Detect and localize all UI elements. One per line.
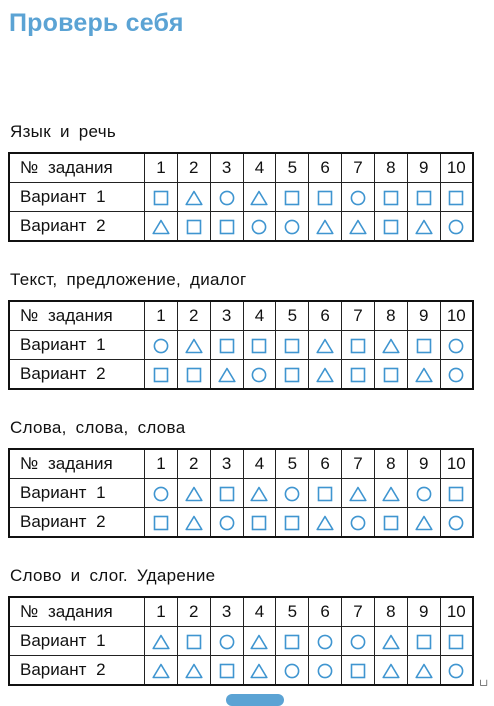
answer-cell (342, 331, 375, 360)
header-label: № задания (9, 301, 145, 331)
triangle-icon (250, 634, 268, 650)
table-header-row (9, 153, 473, 183)
answer-cell (177, 331, 210, 360)
task-number: 8 (374, 597, 407, 627)
answer-cell (309, 656, 342, 686)
answer-cell (374, 212, 407, 242)
answer-cell (243, 183, 276, 212)
section-heading: Слова, слова, слова (10, 418, 186, 437)
triangle-icon (250, 486, 268, 502)
task-number: 3 (210, 153, 243, 183)
square-icon (219, 663, 235, 679)
answer-cell (407, 212, 440, 242)
answer-cell (440, 183, 473, 212)
triangle-icon (415, 219, 433, 235)
header-label: № задания (9, 449, 145, 479)
circle-icon (251, 219, 267, 235)
answer-cell (407, 183, 440, 212)
circle-icon (416, 486, 432, 502)
triangle-icon (185, 190, 203, 206)
answer-cell (145, 212, 178, 242)
circle-icon (350, 515, 366, 531)
answer-cell (342, 508, 375, 538)
task-number: 1 (145, 597, 178, 627)
answer-cell (145, 360, 178, 390)
answer-cell (177, 183, 210, 212)
answer-cell (342, 656, 375, 686)
square-icon (153, 190, 169, 206)
answer-cell (210, 627, 243, 656)
answer-cell (243, 627, 276, 656)
variant-label: Вариант 1 (9, 331, 145, 360)
task-number: 2 (177, 449, 210, 479)
page-corner-mark: └┘ (477, 680, 490, 690)
square-icon (186, 634, 202, 650)
answer-cell (276, 508, 309, 538)
circle-icon (284, 219, 300, 235)
answer-cell (407, 656, 440, 686)
circle-icon (219, 634, 235, 650)
triangle-icon (316, 515, 334, 531)
square-icon (284, 190, 300, 206)
task-number: 5 (276, 153, 309, 183)
square-icon (448, 486, 464, 502)
variant-label: Вариант 1 (9, 479, 145, 508)
triangle-icon (349, 486, 367, 502)
square-icon (383, 367, 399, 383)
answer-cell (342, 479, 375, 508)
task-number: 6 (309, 597, 342, 627)
circle-icon (448, 367, 464, 383)
answers-table (8, 596, 474, 686)
task-number: 3 (210, 301, 243, 331)
answer-cell (177, 508, 210, 538)
section-heading: Текст, предложение, диалог (10, 270, 247, 289)
square-icon (284, 515, 300, 531)
task-number: 7 (342, 301, 375, 331)
answer-cell (309, 627, 342, 656)
answer-cell (276, 656, 309, 686)
page-number-tab (226, 694, 284, 706)
square-icon (251, 515, 267, 531)
triangle-icon (218, 367, 236, 383)
triangle-icon (152, 663, 170, 679)
square-icon (448, 190, 464, 206)
table-row (9, 627, 473, 656)
answer-cell (177, 479, 210, 508)
section-yazyk-i-rech (8, 122, 474, 242)
answer-cell (374, 183, 407, 212)
answer-cell (342, 212, 375, 242)
answer-cell (243, 212, 276, 242)
square-icon (416, 190, 432, 206)
square-icon (448, 634, 464, 650)
triangle-icon (250, 190, 268, 206)
answer-cell (276, 183, 309, 212)
answer-cell (243, 479, 276, 508)
answer-cell (342, 627, 375, 656)
square-icon (416, 634, 432, 650)
circle-icon (317, 634, 333, 650)
circle-icon (219, 190, 235, 206)
variant-label: Вариант 2 (9, 360, 145, 390)
answer-cell (145, 508, 178, 538)
circle-icon (153, 338, 169, 354)
answer-cell (440, 508, 473, 538)
header-label: № задания (9, 597, 145, 627)
circle-icon (448, 663, 464, 679)
answer-cell (309, 183, 342, 212)
section-slova-slova-slova (8, 418, 474, 538)
answer-cell (145, 656, 178, 686)
answer-cell (374, 627, 407, 656)
answer-cell (407, 479, 440, 508)
answer-cell (276, 331, 309, 360)
circle-icon (153, 486, 169, 502)
table-row (9, 331, 473, 360)
triangle-icon (349, 219, 367, 235)
task-number: 8 (374, 153, 407, 183)
square-icon (284, 367, 300, 383)
answer-cell (309, 212, 342, 242)
task-number: 5 (276, 597, 309, 627)
triangle-icon (415, 367, 433, 383)
task-number: 6 (309, 449, 342, 479)
triangle-icon (152, 634, 170, 650)
answer-cell (276, 360, 309, 390)
task-number: 4 (243, 301, 276, 331)
task-number: 2 (177, 153, 210, 183)
task-number: 8 (374, 449, 407, 479)
answer-cell (407, 360, 440, 390)
table-row (9, 360, 473, 390)
table-row (9, 479, 473, 508)
triangle-icon (316, 338, 334, 354)
answer-cell (374, 360, 407, 390)
triangle-icon (185, 515, 203, 531)
answer-cell (243, 331, 276, 360)
task-number: 8 (374, 301, 407, 331)
square-icon (383, 190, 399, 206)
square-icon (153, 515, 169, 531)
variant-label: Вариант 2 (9, 656, 145, 686)
answer-cell (243, 360, 276, 390)
answer-cell (440, 627, 473, 656)
task-number: 4 (243, 449, 276, 479)
task-number: 5 (276, 301, 309, 331)
triangle-icon (382, 486, 400, 502)
answer-cell (210, 508, 243, 538)
square-icon (219, 219, 235, 235)
answer-cell (309, 508, 342, 538)
task-number: 9 (407, 153, 440, 183)
answer-cell (177, 360, 210, 390)
square-icon (284, 634, 300, 650)
circle-icon (448, 338, 464, 354)
task-number: 10 (440, 301, 473, 331)
table-row (9, 212, 473, 242)
task-number: 4 (243, 153, 276, 183)
task-number: 9 (407, 449, 440, 479)
answer-cell (210, 183, 243, 212)
square-icon (350, 663, 366, 679)
triangle-icon (382, 634, 400, 650)
answer-cell (210, 212, 243, 242)
variant-label: Вариант 1 (9, 183, 145, 212)
task-number: 10 (440, 153, 473, 183)
triangle-icon (185, 338, 203, 354)
task-number: 2 (177, 301, 210, 331)
answer-cell (407, 331, 440, 360)
table-row (9, 508, 473, 538)
task-number: 3 (210, 449, 243, 479)
variant-label: Вариант 2 (9, 212, 145, 242)
square-icon (153, 367, 169, 383)
answer-cell (276, 479, 309, 508)
answer-cell (276, 627, 309, 656)
triangle-icon (250, 663, 268, 679)
answers-table (8, 300, 474, 390)
header-label: № задания (9, 153, 145, 183)
answer-cell (374, 479, 407, 508)
task-number: 7 (342, 153, 375, 183)
answer-cell (342, 360, 375, 390)
square-icon (383, 515, 399, 531)
circle-icon (284, 486, 300, 502)
task-number: 7 (342, 597, 375, 627)
answers-table (8, 152, 474, 242)
triangle-icon (185, 663, 203, 679)
task-number: 1 (145, 153, 178, 183)
triangle-icon (415, 663, 433, 679)
table-header-row (9, 449, 473, 479)
circle-icon (350, 190, 366, 206)
variant-label: Вариант 2 (9, 508, 145, 538)
answer-cell (243, 508, 276, 538)
answer-cell (440, 360, 473, 390)
answer-cell (374, 656, 407, 686)
triangle-icon (316, 219, 334, 235)
triangle-icon (152, 219, 170, 235)
task-number: 10 (440, 449, 473, 479)
answer-cell (440, 331, 473, 360)
answer-cell (177, 212, 210, 242)
answer-cell (210, 360, 243, 390)
square-icon (317, 486, 333, 502)
square-icon (350, 367, 366, 383)
square-icon (219, 486, 235, 502)
square-icon (251, 338, 267, 354)
answer-cell (309, 360, 342, 390)
answer-cell (145, 331, 178, 360)
square-icon (186, 219, 202, 235)
square-icon (186, 367, 202, 383)
task-number: 9 (407, 597, 440, 627)
section-tekst-predlozhenie-dialog (8, 270, 474, 390)
square-icon (317, 190, 333, 206)
triangle-icon (316, 367, 334, 383)
task-number: 9 (407, 301, 440, 331)
answer-cell (374, 331, 407, 360)
answer-cell (440, 479, 473, 508)
answer-cell (243, 656, 276, 686)
task-number: 5 (276, 449, 309, 479)
answer-cell (407, 627, 440, 656)
square-icon (284, 338, 300, 354)
square-icon (383, 219, 399, 235)
answer-cell (440, 212, 473, 242)
answer-cell (210, 656, 243, 686)
answer-cell (309, 331, 342, 360)
task-number: 7 (342, 449, 375, 479)
answer-cell (210, 331, 243, 360)
table-header-row (9, 597, 473, 627)
task-number: 2 (177, 597, 210, 627)
circle-icon (317, 663, 333, 679)
answer-cell (407, 508, 440, 538)
section-heading: Слово и слог. Ударение (10, 566, 216, 585)
answer-cell (210, 479, 243, 508)
task-number: 1 (145, 301, 178, 331)
answer-cell (177, 627, 210, 656)
answers-table (8, 448, 474, 538)
square-icon (219, 338, 235, 354)
answer-cell (145, 183, 178, 212)
task-number: 6 (309, 153, 342, 183)
answer-cell (342, 183, 375, 212)
answer-cell (440, 656, 473, 686)
circle-icon (284, 663, 300, 679)
table-row (9, 183, 473, 212)
task-number: 10 (440, 597, 473, 627)
answer-cell (145, 627, 178, 656)
table-row (9, 656, 473, 686)
circle-icon (448, 219, 464, 235)
table-header-row (9, 301, 473, 331)
section-slovo-i-slog-udarenie (8, 566, 474, 686)
variant-label: Вариант 1 (9, 627, 145, 656)
square-icon (350, 338, 366, 354)
page-title: Проверь себя (9, 9, 184, 37)
answer-cell (145, 479, 178, 508)
answer-cell (177, 656, 210, 686)
section-heading: Язык и речь (10, 122, 117, 141)
triangle-icon (382, 663, 400, 679)
task-number: 3 (210, 597, 243, 627)
circle-icon (251, 367, 267, 383)
triangle-icon (415, 515, 433, 531)
answer-cell (276, 212, 309, 242)
task-number: 1 (145, 449, 178, 479)
triangle-icon (382, 338, 400, 354)
circle-icon (219, 515, 235, 531)
circle-icon (448, 515, 464, 531)
task-number: 6 (309, 301, 342, 331)
task-number: 4 (243, 597, 276, 627)
answer-cell (374, 508, 407, 538)
square-icon (416, 338, 432, 354)
circle-icon (350, 634, 366, 650)
triangle-icon (185, 486, 203, 502)
answer-cell (309, 479, 342, 508)
